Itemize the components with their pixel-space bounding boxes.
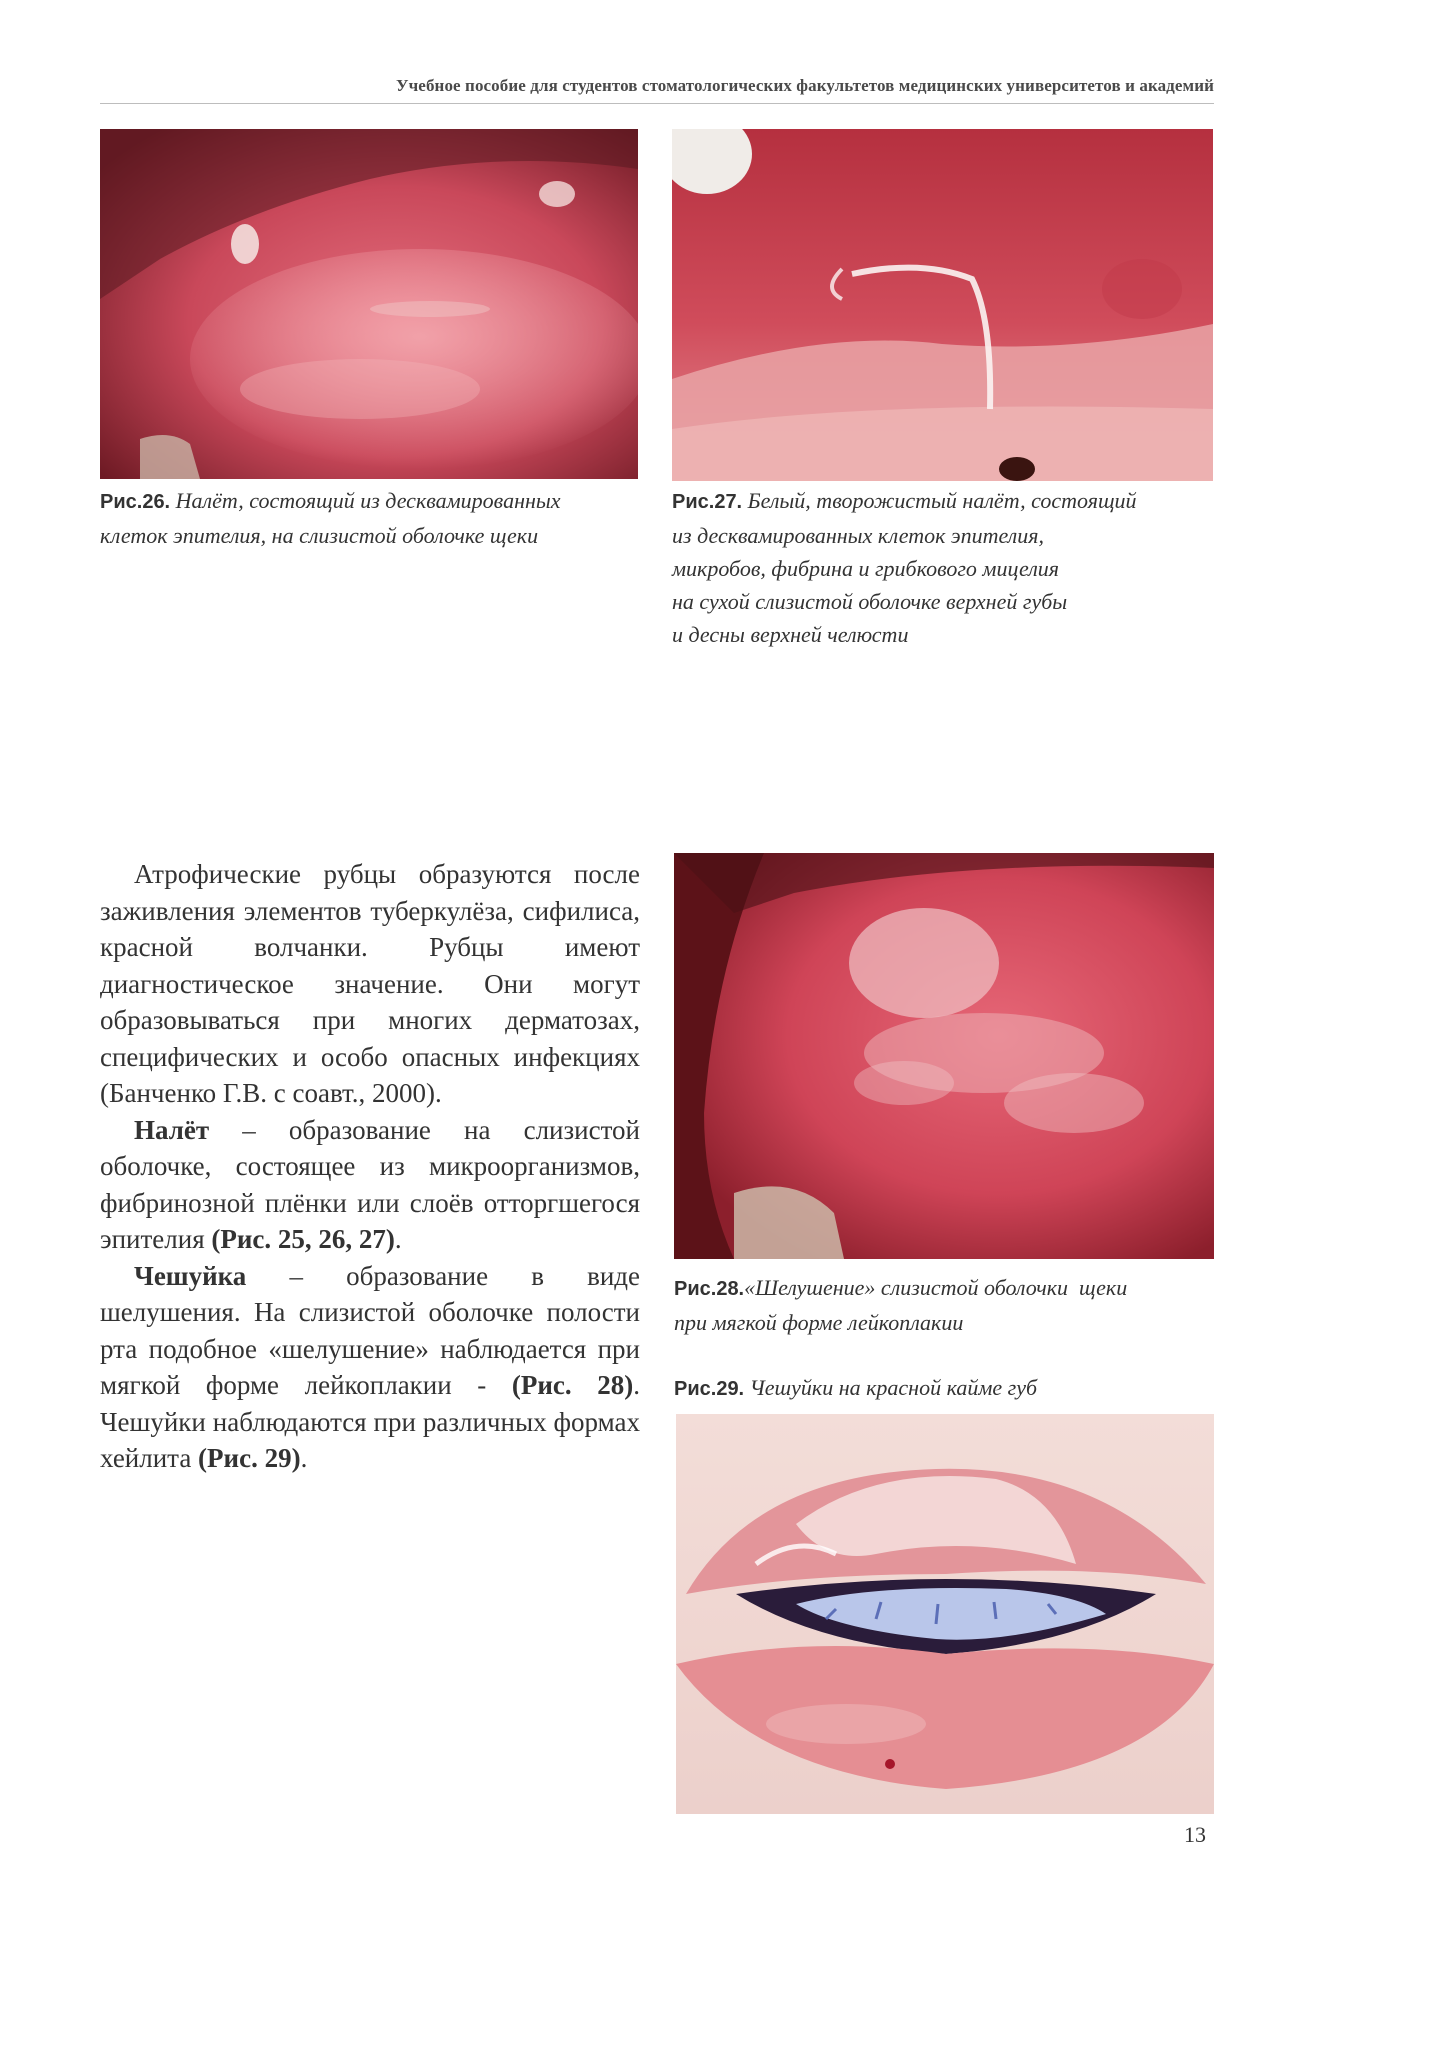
page-number: 13	[1184, 1822, 1206, 1847]
fig26-photo	[100, 129, 638, 479]
fig26-caption-line-1: Налёт, состоящий из десквамированных	[175, 488, 561, 513]
scale-figure-ref-28: (Рис. 28)	[511, 1370, 634, 1400]
fig28-caption-line-2: при мягкой форме лейкоплакии	[674, 1310, 964, 1335]
fig29-caption	[674, 1371, 1219, 1406]
scale-continuation: . Чешуйки наблюдаются при различных формах хейлита	[100, 1370, 641, 1473]
running-header: Учебное пособие для студентов стоматологических факультетов медицинских университетов и академий	[396, 76, 1214, 95]
fig26-caption	[100, 484, 640, 552]
paragraph-scars: Атрофические рубцы образуются после заживления элементов туберкулёза, сифилиса, красной волчанки. Рубцы имеют диагностическое значение. Они могут образовываться при многих дерматозах, специфических и особо опасных инфекциях (Банченко Г.В. с соавт., 2000).	[100, 859, 640, 1108]
fig28-number: Рис.28.	[674, 1278, 745, 1300]
body-text	[100, 856, 640, 1477]
paragraph-scale	[100, 1258, 640, 1477]
fig27-caption-line-5: и десны верхней челюсти	[672, 622, 909, 647]
term-plaque: Налёт	[134, 1114, 210, 1145]
fig27-caption	[672, 484, 1217, 651]
paragraph-plaque	[100, 1112, 640, 1258]
scale-figure-ref-29: (Рис. 29)	[198, 1443, 301, 1473]
fig28-caption	[674, 1271, 1219, 1339]
fig27-caption-line-1: Белый, творожистый налёт, состоящий	[747, 488, 1137, 513]
plaque-period: .	[394, 1224, 402, 1254]
fig26-number: Рис.26.	[100, 491, 171, 513]
term-scale: Чешуйка	[134, 1260, 247, 1291]
fig28-photo	[674, 853, 1214, 1259]
fig27-number: Рис.27.	[672, 491, 743, 513]
scale-period: .	[300, 1443, 308, 1473]
fig29-caption-line-1: Чешуйки на красной кайме губ	[749, 1375, 1038, 1400]
fig26-caption-line-2: клеток эпителия, на слизистой оболочке щеки	[100, 523, 539, 548]
fig27-caption-line-2: из десквамированных клеток эпителия,	[672, 523, 1044, 548]
fig27-photo	[672, 129, 1213, 481]
scale-definition: – образование в виде шелушения. На слизистой оболочке полости рта подобное «шелушение» наблюдается при мягкой форме лейкоплакии -	[100, 1260, 640, 1400]
fig29-number: Рис.29.	[674, 1378, 745, 1400]
header-divider	[100, 103, 1214, 104]
plaque-definition: – образование на слизистой оболочке, состоящее из микроорганизмов, фибринозной плёнки или слоёв отторгшегося эпителия	[100, 1114, 640, 1254]
fig27-caption-line-4: на сухой слизистой оболочке верхней губы	[672, 589, 1068, 614]
plaque-figure-ref: (Рис. 25, 26, 27)	[211, 1224, 395, 1254]
fig27-caption-line-3: микробов, фибрина и грибкового мицелия	[672, 556, 1060, 581]
fig28-caption-line-1: «Шелушение» слизистой оболочки щеки	[744, 1275, 1128, 1300]
fig29-photo	[676, 1414, 1214, 1814]
